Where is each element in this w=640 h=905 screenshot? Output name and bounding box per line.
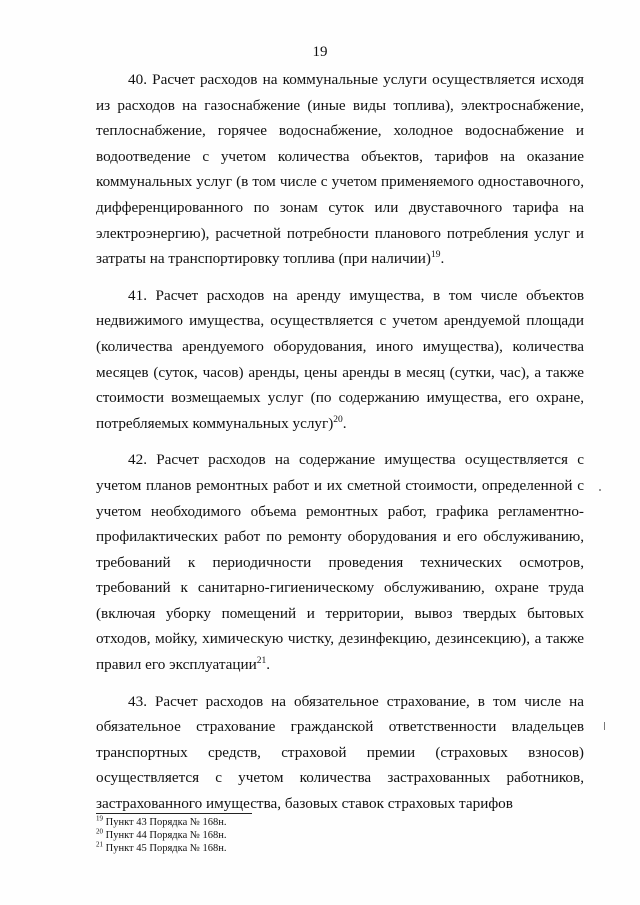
footnote-text: Пункт 45 Порядка № 168н. — [105, 842, 227, 854]
footnote-reference: 20 — [333, 414, 343, 425]
paragraph-text: 43. Расчет расходов на обязательное страхование, в том числе на обязательное страхование гражданской ответственности владельцев транспортных средств, страховой премии (страховых взносов) осуществляется с учетом количества застрахованных работников, застрахованного имущества, базовых ставок страховых тарифов — [96, 692, 584, 813]
paragraph-40 — [96, 67, 584, 272]
page-number: 19 — [312, 44, 328, 60]
footnote-mark: 21 — [96, 840, 103, 849]
footnote-text: Пункт 44 Порядка № 168н. — [105, 829, 227, 841]
paragraph-41 — [96, 283, 584, 437]
document-body — [96, 67, 584, 817]
paragraph-end: . — [440, 250, 445, 268]
footnote-19 — [96, 814, 396, 830]
paragraph-text: 42. Расчет расходов на содержание имущества осуществляется с учетом планов ремонтных работ и их сметной стоимости, определенной с учетом необходимого объема ремонтных работ, графика регламентно-профилактических работ по ремонту оборудования и его обслуживанию, требований к периодичности проведения технических осмотров, требований к санитарно-гигиеническому обслуживанию, охране труда (включая уборку помещений и территории, вывоз твердых бытовых отходов, мойку, химическую чистку, дезинфекцию, дезинсекцию), а также правил его эксплуатации — [96, 451, 584, 674]
footnote-text: Пункт 43 Порядка № 168н. — [105, 817, 227, 828]
footnote-reference: 19 — [430, 250, 441, 261]
paragraph-42 — [96, 447, 584, 677]
footnote-reference: 21 — [256, 656, 267, 666]
paragraph-text: 40. Расчет расходов на коммунальные услуги осуществляется исходя из расходов на газоснабжение (иные виды топлива), электроснабжение, теплоснабжение, горячее водоснабжение, холодное водоснабжение и водоотведение с учетом количества объектов, тарифов на оказание коммунальных услуг (в том числе с учетом применяемого одноставочного, дифференцированного по зонам суток или двуставочного тарифа на электроэнергию), расчетной потребности планового потребления услуг и затраты на транспортировку топлива (при наличии) — [96, 71, 584, 268]
paragraph-end: . — [266, 656, 271, 674]
footnote-20 — [96, 827, 396, 843]
footnote-mark: 19 — [96, 814, 103, 823]
paragraph-text: 41. Расчет расходов на аренду имущества, в том числе объектов недвижимого имущества, осуществляется с учетом арендуемой площади (количества арендуемого оборудования, иного имущества), количества месяцев (суток, часов) аренды, цены аренды в месяц (сутки, час), а также стоимости возмещаемых услуг (по содержанию имущества, его охране, потребляемых коммунальных услуг) — [96, 286, 584, 432]
footnote-21 — [96, 840, 396, 856]
scan-artifact — [604, 722, 605, 730]
scan-artifact — [599, 489, 601, 491]
footnote-separator — [96, 813, 252, 814]
footnote-mark: 20 — [96, 827, 103, 836]
paragraph-43 — [96, 689, 584, 817]
paragraph-end: . — [342, 414, 347, 432]
footnotes — [96, 814, 396, 855]
